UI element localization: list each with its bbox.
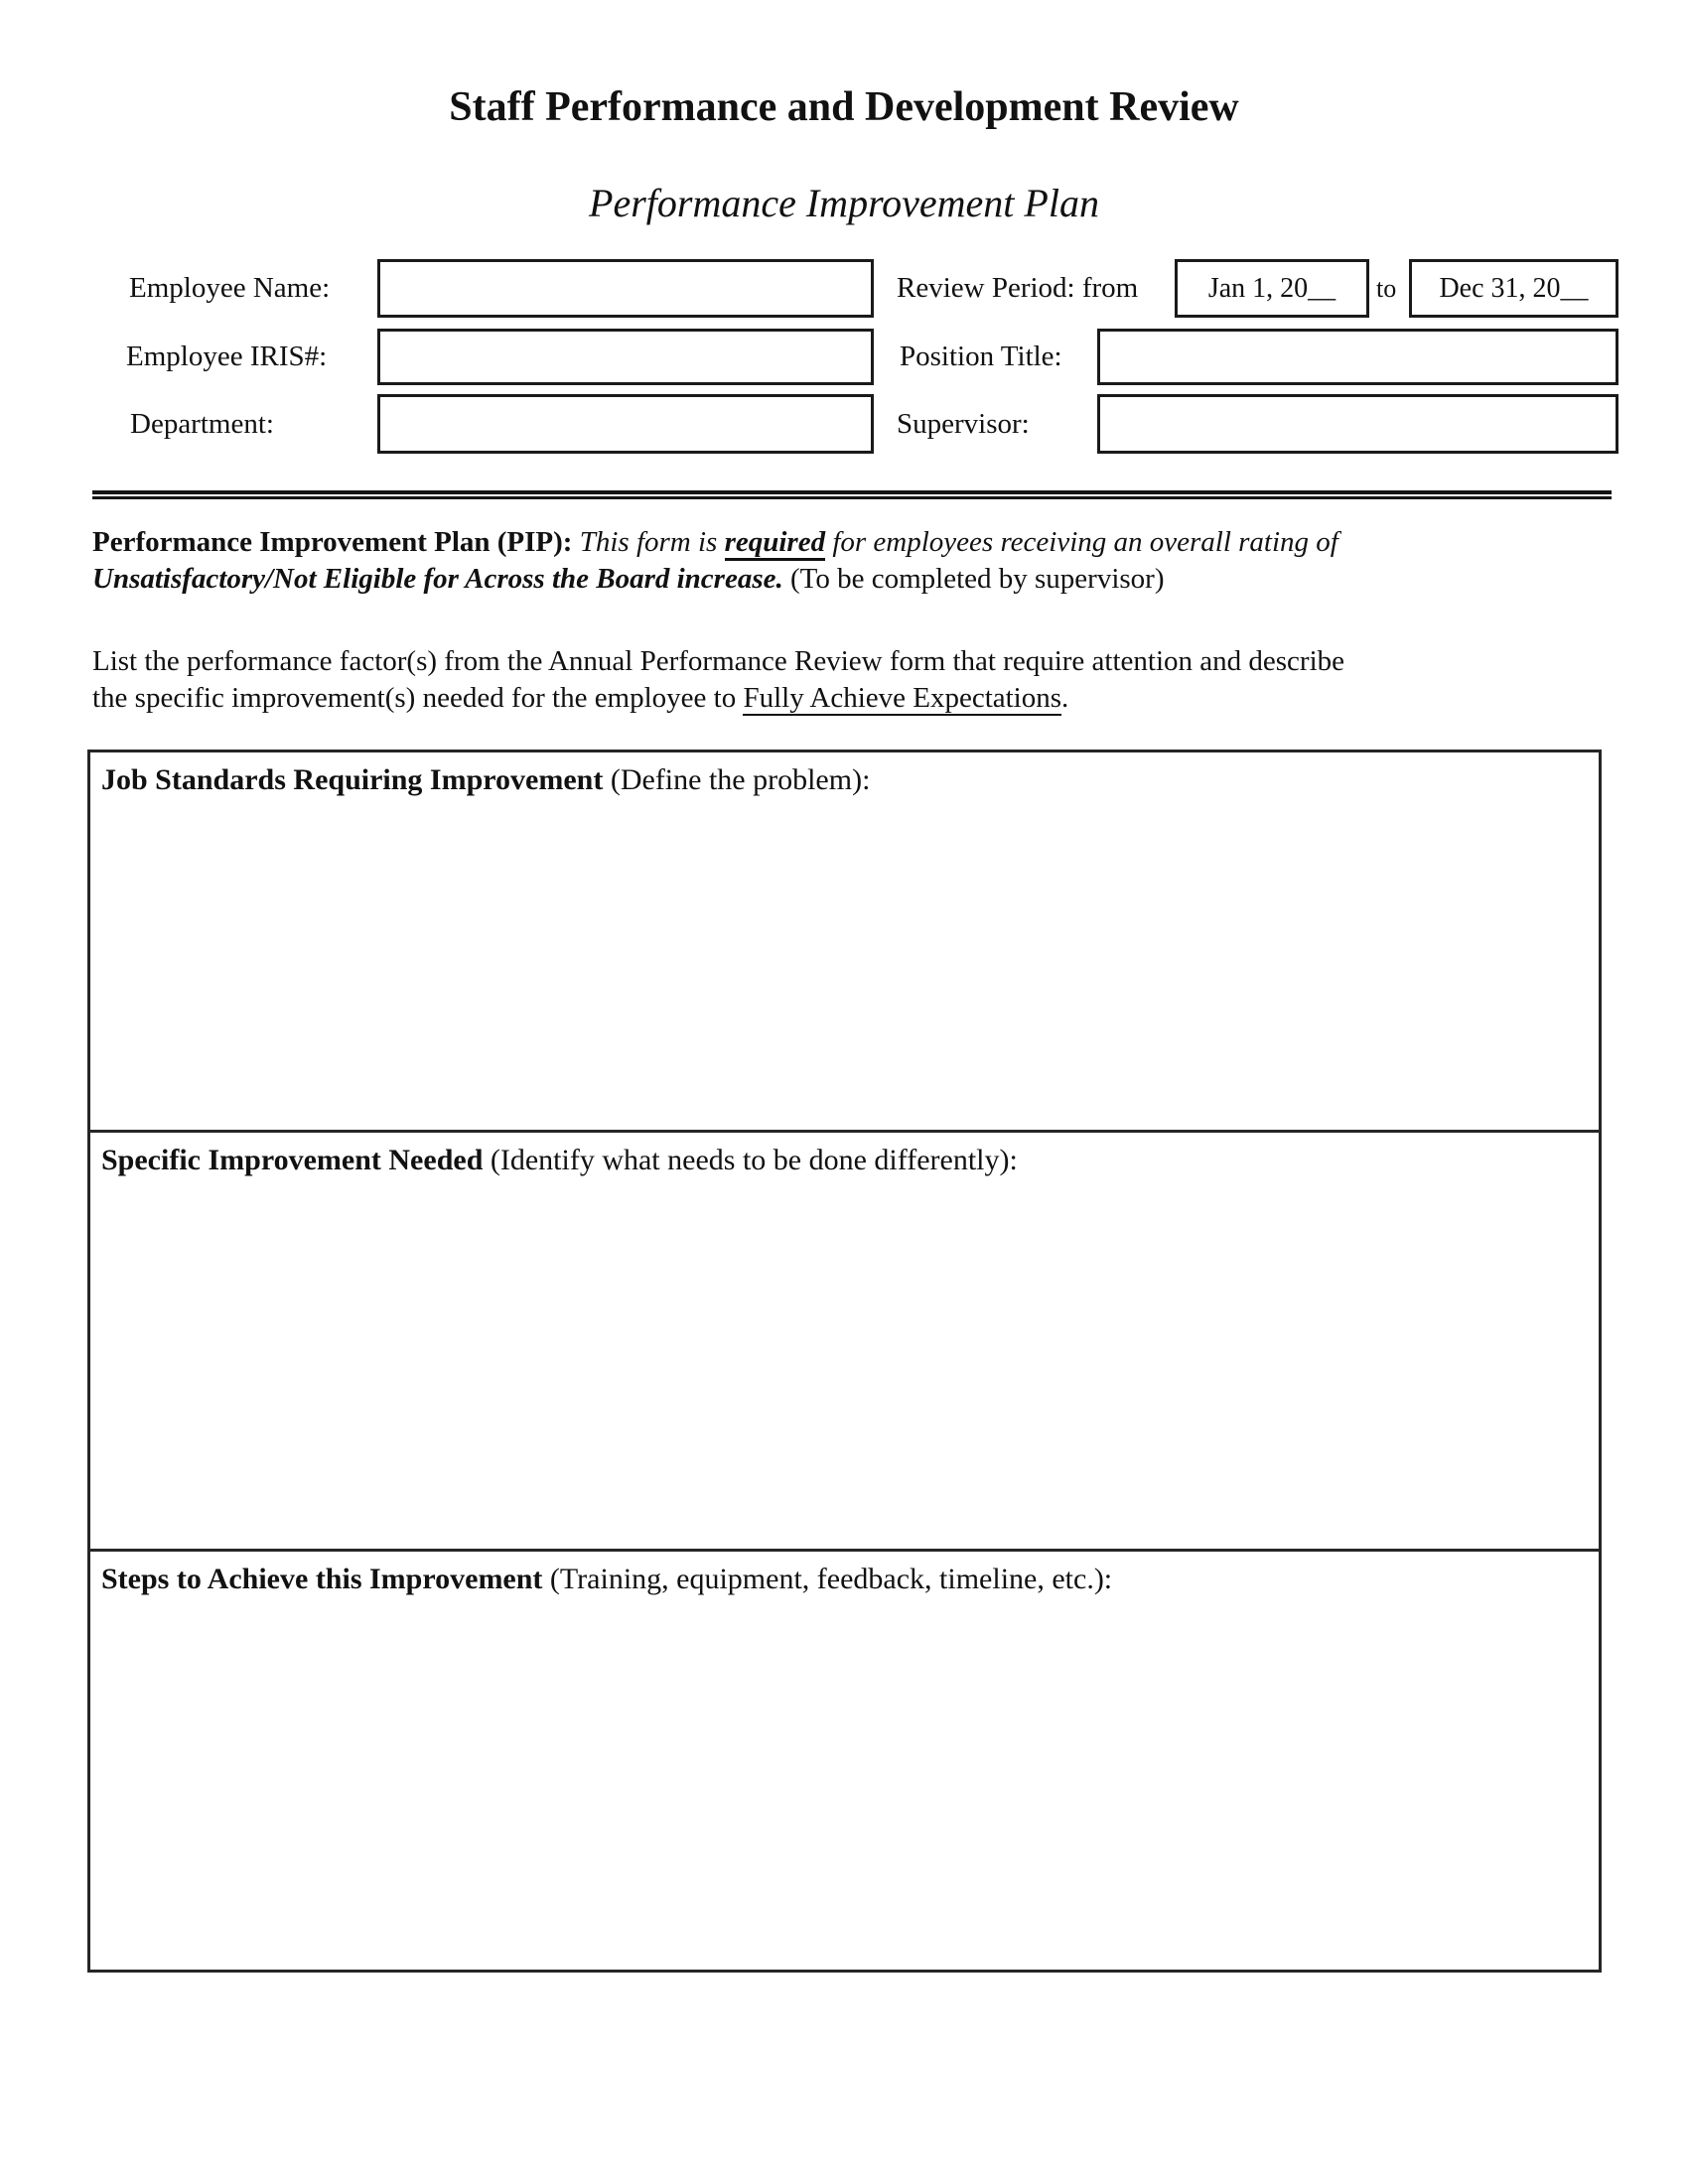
pip-note-line1	[92, 524, 1338, 561]
job-standards-header	[90, 752, 1599, 798]
employee-iris-label: Employee IRIS#:	[126, 341, 328, 372]
pip-rating-emphasis: Unsatisfactory/Not Eligible for Across the Board increase.	[92, 563, 783, 595]
steps-section	[87, 1549, 1602, 1973]
specific-improvement-section	[87, 1130, 1602, 1552]
specific-improvement-header	[90, 1133, 1599, 1178]
review-period-label: Review Period: from	[897, 272, 1139, 304]
supervisor-field[interactable]	[1097, 394, 1618, 454]
employee-name-field[interactable]	[377, 259, 874, 318]
department-field[interactable]	[377, 394, 874, 454]
steps-input-area[interactable]	[90, 1597, 1599, 1970]
pip-note-paragraph	[92, 524, 1338, 598]
job-standards-section	[87, 750, 1602, 1133]
document-subtitle: Performance Improvement Plan	[589, 181, 1099, 225]
employee-iris-field[interactable]	[377, 329, 874, 385]
employee-name-label: Employee Name:	[129, 272, 331, 304]
instructions-paragraph	[92, 643, 1344, 717]
instructions-line2	[92, 680, 1344, 717]
supervisor-label: Supervisor:	[897, 407, 1030, 440]
review-period-to-field[interactable]: Dec 31, 20__	[1409, 259, 1618, 318]
steps-hint: (Training, equipment, feedback, timeline, etc.):	[549, 1563, 1113, 1595]
pip-required-emphasis: required	[725, 526, 826, 561]
specific-improvement-title: Specific Improvement Needed	[101, 1144, 484, 1176]
steps-header	[90, 1552, 1599, 1597]
pip-italic-text: This form is	[579, 526, 718, 558]
job-standards-input-area[interactable]	[90, 798, 1599, 1130]
department-label: Department:	[130, 407, 274, 440]
instructions-line1: List the performance factor(s) from the Annual Performance Review form that require attention and describe	[92, 645, 1345, 677]
review-period-from-field[interactable]: Jan 1, 20__	[1175, 259, 1369, 318]
document-title: Staff Performance and Development Review	[449, 84, 1239, 130]
instructions-line2-prefix: the specific improvement(s) needed for the employee to	[92, 682, 737, 714]
pip-completed-by-note: (To be completed by supervisor)	[790, 563, 1165, 595]
instructions-line2-period: .	[1061, 682, 1069, 714]
position-title-label: Position Title:	[900, 341, 1062, 372]
job-standards-title: Job Standards Requiring Improvement	[101, 763, 604, 796]
pip-heading-label: Performance Improvement Plan (PIP):	[92, 526, 573, 558]
steps-title: Steps to Achieve this Improvement	[101, 1563, 543, 1595]
pip-note-line2	[92, 561, 1338, 598]
specific-improvement-input-area[interactable]	[90, 1178, 1599, 1549]
specific-improvement-hint: (Identify what needs to be done differently):	[490, 1144, 1018, 1176]
section-divider-rule	[92, 490, 1612, 499]
fully-achieve-expectations-underline: Fully Achieve Expectations	[743, 682, 1062, 714]
review-period-to-label: to	[1376, 273, 1397, 303]
pip-italic-rest: for employees receiving an overall rating of	[832, 526, 1338, 558]
job-standards-hint: (Define the problem):	[610, 763, 871, 796]
position-title-field[interactable]	[1097, 329, 1618, 385]
